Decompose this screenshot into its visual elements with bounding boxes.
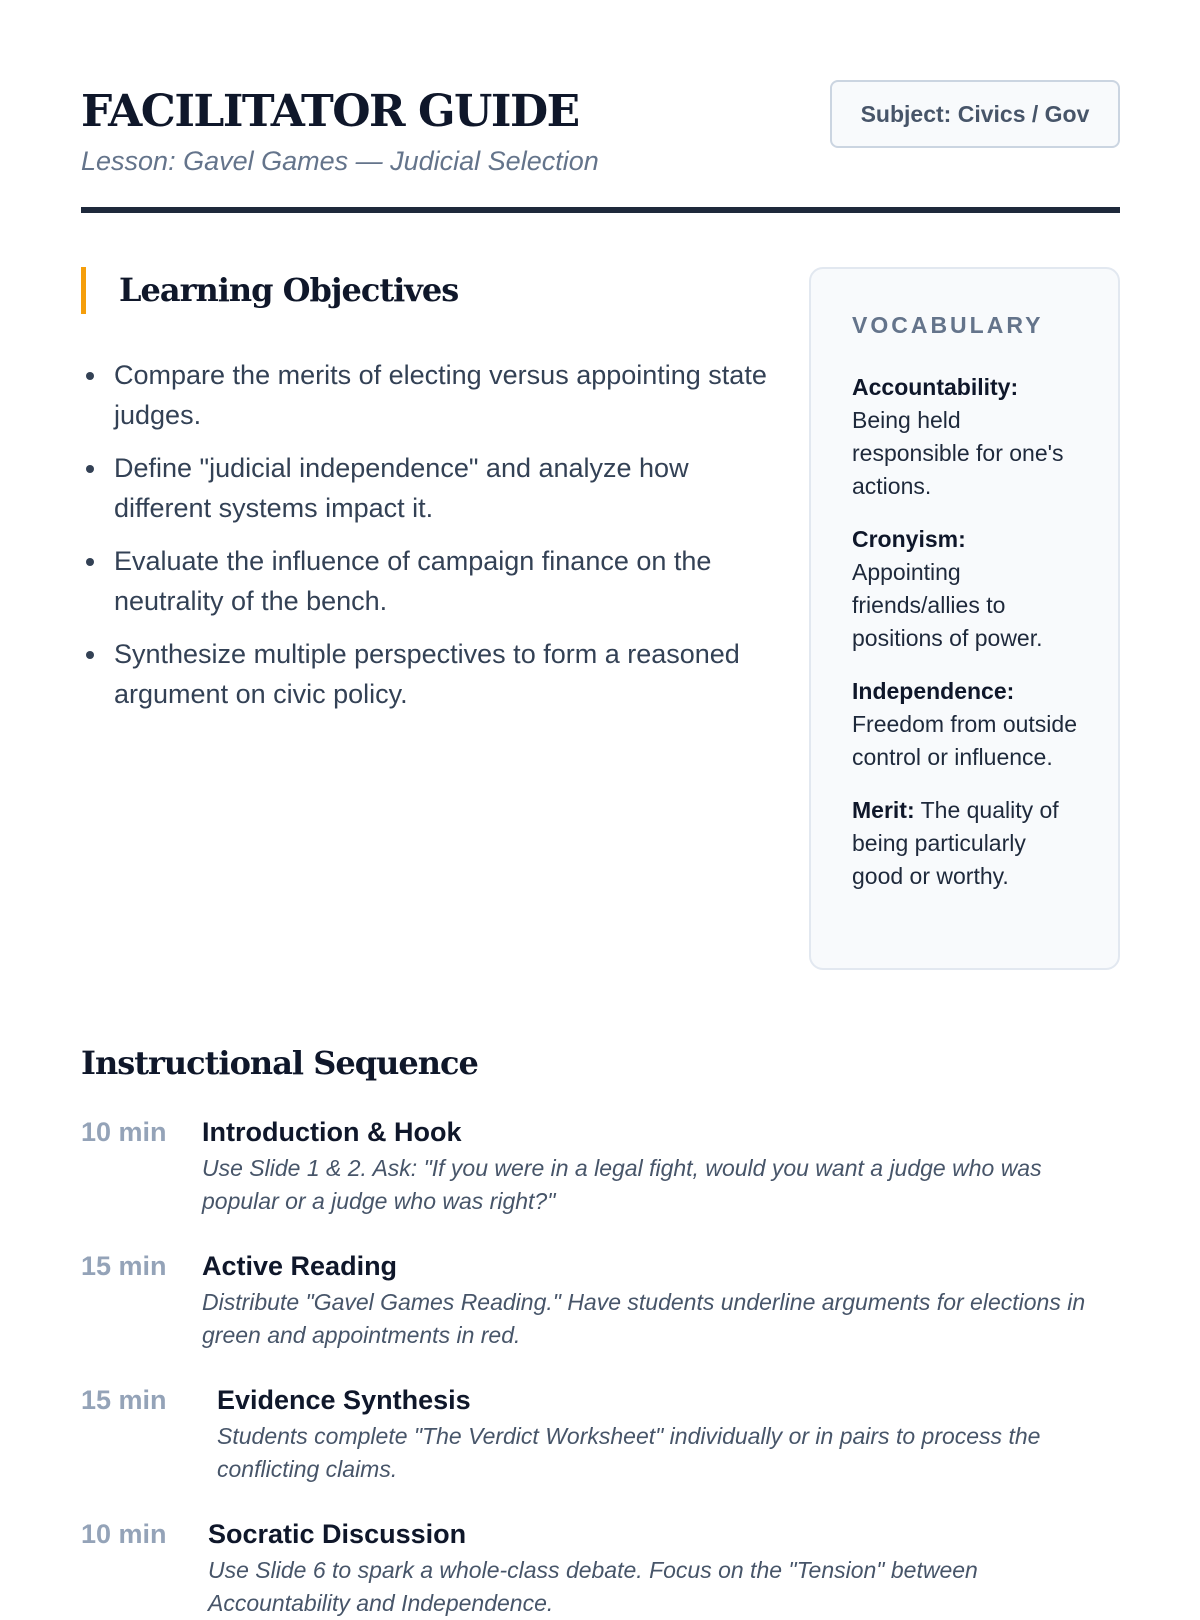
objective-item [81, 448, 781, 528]
step-description: Students complete "The Verdict Worksheet" individually or in pairs to process the conflicting claims. [217, 1423, 1041, 1482]
guide-header [81, 80, 1120, 215]
vocabulary-definition: Being held responsible for one's actions. [852, 407, 1064, 499]
vocabulary-definition: Appointing friends/allies to positions of power. [852, 559, 1043, 651]
bullet-icon [86, 465, 94, 473]
step-title: Active Reading [202, 1251, 398, 1281]
lesson-subtitle: Lesson: Gavel Games — Judicial Selection [81, 146, 599, 176]
objective-item [81, 541, 781, 621]
sequence-heading: Instructional Sequence [81, 1044, 478, 1082]
vocabulary-item [852, 371, 1078, 503]
vocabulary-definition: The quality of being particularly good or worthy. [852, 797, 1059, 889]
vocabulary-heading: VOCABULARY [852, 312, 1044, 338]
vocabulary-term: Independence: [852, 678, 1015, 704]
objective-item [81, 355, 781, 435]
objective-text: Define "judicial independence" and analyze how different systems impact it. [114, 453, 689, 523]
step-duration: 10 min [81, 1519, 167, 1549]
vocabulary-term: Cronyism: [852, 526, 966, 552]
header-divider [81, 207, 1120, 213]
step-description: Distribute "Gavel Games Reading." Have students underline arguments for elections in green and appointments in red. [202, 1289, 1086, 1348]
step-title: Socratic Discussion [208, 1519, 467, 1549]
vocabulary-item [852, 794, 1078, 893]
step-duration: 10 min [81, 1117, 167, 1147]
vocabulary-item [852, 523, 1078, 655]
bullet-icon [86, 372, 94, 380]
subject-badge: Subject: Civics / Gov [830, 80, 1120, 148]
objectives-list [81, 355, 781, 727]
step-title: Evidence Synthesis [217, 1385, 471, 1415]
step-title: Introduction & Hook [202, 1117, 462, 1147]
bullet-icon [86, 558, 94, 566]
objective-text: Synthesize multiple perspectives to form a reasoned argument on civic policy. [114, 639, 740, 709]
vocabulary-term: Merit: [852, 797, 915, 823]
step-body [217, 1382, 1120, 1486]
page-title: FACILITATOR GUIDE [81, 86, 579, 137]
vocabulary-box [809, 267, 1120, 970]
vocabulary-definition: Freedom from outside control or influence. [852, 711, 1077, 770]
vocabulary-item [852, 675, 1078, 774]
objective-text: Evaluate the influence of campaign finance on the neutrality of the bench. [114, 546, 712, 616]
step-description: Use Slide 1 & 2. Ask: "If you were in a legal fight, would you want a judge who was popular or a judge who was right?" [202, 1155, 1042, 1214]
objectives-heading: Learning Objectives [81, 267, 458, 314]
facilitator-guide-page [81, 0, 1120, 1616]
vocabulary-term: Accountability: [852, 374, 1019, 400]
step-body [202, 1114, 1120, 1218]
step-duration: 15 min [81, 1251, 167, 1281]
step-duration: 15 min [81, 1385, 167, 1415]
bullet-icon [86, 651, 94, 659]
step-body [202, 1248, 1120, 1352]
objective-item [81, 634, 781, 714]
step-body [208, 1516, 1120, 1620]
objective-text: Compare the merits of electing versus appointing state judges. [114, 360, 767, 430]
step-description: Use Slide 6 to spark a whole-class debate. Focus on the "Tension" between Accountability and Independence. [208, 1557, 978, 1616]
